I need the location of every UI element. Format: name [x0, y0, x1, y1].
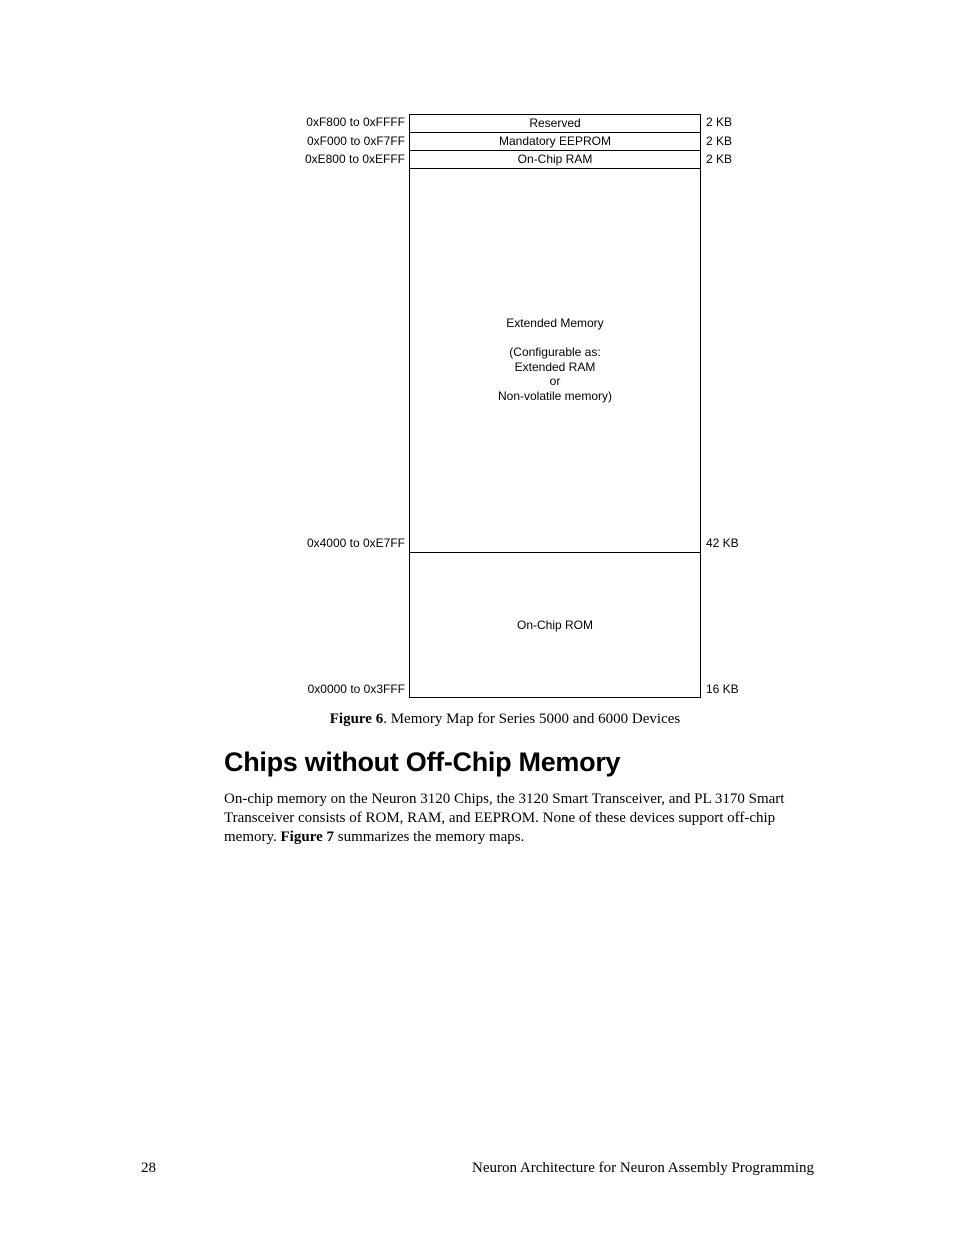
region-size: 2 KB: [706, 115, 733, 129]
figure-caption-text: . Memory Map for Series 5000 and 6000 Devices: [383, 711, 681, 727]
region-size: 16 KB: [706, 682, 739, 696]
region-address: 0x0000 to 0x3FFF: [307, 682, 405, 696]
region-label-line: (Configurable as:: [509, 345, 601, 359]
region-label-spacer: [410, 331, 700, 346]
region-size: 42 KB: [706, 536, 739, 550]
figure-reference: Figure 7: [280, 829, 334, 845]
region-size: 2 KB: [706, 152, 733, 166]
region-address: 0xE800 to 0xEFFF: [304, 152, 405, 166]
section-heading: Chips without Off-Chip Memory: [224, 747, 621, 777]
figure-caption-label: Figure 6: [329, 711, 384, 727]
region-address: 0x4000 to 0xE7FF: [306, 536, 405, 550]
region-reserved: [409, 114, 701, 132]
region-address: 0xF800 to 0xFFFF: [306, 115, 405, 129]
region-label-line: Non-volatile memory): [497, 388, 613, 403]
paragraph-text: summarizes the memory maps.: [333, 829, 525, 845]
region-size: 2 KB: [706, 134, 733, 148]
section-paragraph: [224, 790, 824, 847]
region-label: [410, 316, 700, 403]
region-label: On-Chip RAM: [517, 152, 593, 166]
region-extended-memory: [409, 168, 701, 552]
paragraph-text: On-chip memory on the Neuron 3120 Chips, the 3120 Smart Transceiver, and PL 3170 Smart Transceiver consists of ROM, RAM, and EEPROM. None of these devices support off-chip memory.: [224, 791, 785, 845]
region-label-line: Extended RAM: [514, 359, 596, 374]
region-on-chip-rom: [409, 552, 701, 698]
region-label-line: Extended Memory: [506, 316, 604, 330]
region-label: On-Chip ROM: [516, 618, 593, 632]
region-label-line: or: [549, 374, 561, 388]
region-label: Reserved: [529, 116, 581, 130]
footer-title: Neuron Architecture for Neuron Assembly Programming: [471, 1160, 814, 1176]
region-label: Mandatory EEPROM: [498, 134, 612, 148]
region-mandatory-eeprom: [409, 132, 701, 150]
region-address: 0xF000 to 0xF7FF: [306, 134, 405, 148]
page-number: 28: [141, 1160, 156, 1176]
figure-caption: [0, 711, 954, 728]
region-on-chip-ram: [409, 150, 701, 168]
